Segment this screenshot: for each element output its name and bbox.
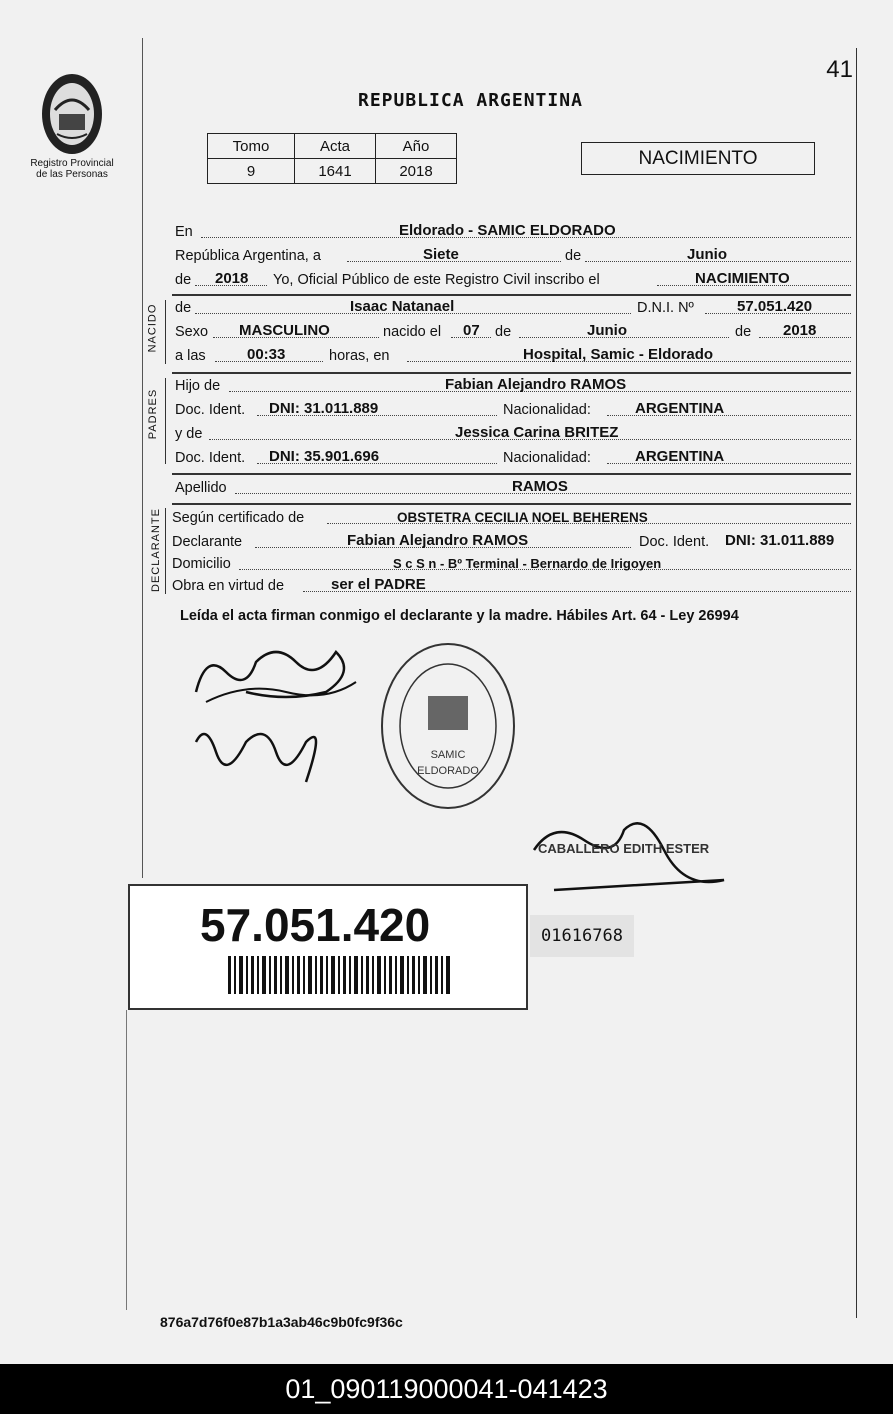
a-las-label: a las (175, 348, 206, 364)
row-place (175, 222, 851, 242)
place-value: Eldorado - SAMIC ELDORADO (399, 222, 616, 239)
birth-place-value: Hospital, Samic - Eldorado (523, 346, 714, 363)
year-prefix-label: de (175, 272, 192, 288)
footer-id-bar (0, 1364, 893, 1414)
register-table (207, 133, 457, 184)
row-declarante (172, 532, 851, 552)
certificado-label: Según certificado de (172, 510, 305, 526)
ano-header: Año (376, 134, 457, 159)
sexo-label: Sexo (175, 324, 209, 340)
document-title: REPUBLICA ARGENTINA (358, 90, 583, 111)
row-obra (172, 576, 851, 596)
obra-label: Obra en virtud de (172, 578, 285, 594)
de-label: de (175, 300, 192, 316)
declarante-doc-value: DNI: 31.011.889 (725, 532, 835, 549)
month-value: Junio (687, 246, 727, 263)
footer-id: 01_090119000041-041423 (285, 1373, 608, 1404)
row-certificado (172, 508, 851, 528)
left-margin-line (142, 38, 143, 878)
nacionalidad-label: Nacionalidad: (503, 402, 591, 418)
signature-drawings (186, 632, 366, 802)
row-date (175, 246, 851, 266)
birth-month-value: Junio (587, 322, 627, 339)
domicilio-label: Domicilio (172, 556, 231, 572)
nacido-side-label: NACIDO (146, 303, 159, 353)
row-father-doc (175, 400, 851, 420)
mother-nationality-value: ARGENTINA (635, 448, 725, 465)
year-value: 2018 (215, 270, 249, 287)
page-number: 41 (826, 56, 853, 83)
birth-day-value: 07 (463, 322, 480, 339)
declarante-label: Declarante (172, 534, 243, 550)
republica-label: República Argentina, a (175, 248, 321, 264)
father-doc-value: DNI: 31.011.889 (269, 400, 379, 417)
de-label-2: de (495, 324, 512, 340)
nacionalidad-label: Nacionalidad: (503, 450, 591, 466)
birth-year-value: 2018 (783, 322, 817, 339)
father-name-value: Fabian Alejandro RAMOS (445, 376, 627, 393)
event-value: NACIMIENTO (695, 270, 790, 287)
province-seal-icon (37, 70, 107, 158)
declarante-name-value: Fabian Alejandro RAMOS (347, 532, 529, 549)
record-type-box: NACIMIENTO (581, 142, 815, 175)
row-statement (175, 270, 851, 290)
sexo-value: MASCULINO (239, 322, 330, 339)
declarante-side-label: DECLARANTE (149, 508, 162, 592)
barcode-card (128, 884, 528, 1010)
padres-side-label: PADRES (147, 388, 160, 440)
nacido-el-label: nacido el (383, 324, 442, 340)
row-mother (175, 424, 851, 444)
closing-statement: Leída el acta firman conmigo el declarante y la madre. Hábiles Art. 64 - Ley 26994 (180, 608, 739, 624)
horas-en-label: horas, en (329, 348, 390, 364)
province-logo (22, 70, 122, 180)
dni-label: D.N.I. Nº (637, 300, 694, 316)
tomo-value: 9 (208, 159, 295, 184)
control-number: 01616768 (530, 915, 634, 957)
doc-label: Doc. Ident. (639, 534, 710, 550)
acta-header: Acta (295, 134, 376, 159)
mother-name-value: Jessica Carina BRITEZ (455, 424, 619, 441)
official-stamp-icon (378, 640, 518, 812)
de-label: de (565, 248, 582, 264)
document-hash: 876a7d76f0e87b1a3ab46c9b0fc9f36c (160, 1314, 403, 1330)
row-mother-doc (175, 448, 851, 468)
tomo-header: Tomo (208, 134, 295, 159)
mother-doc-value: DNI: 35.901.696 (269, 448, 380, 465)
child-name-value: Isaac Natanael (350, 298, 455, 315)
row-apellido (175, 478, 851, 498)
doc-label: Doc. Ident. (175, 402, 246, 418)
obra-value: ser el PADRE (331, 576, 426, 593)
official-name: CABALLERO EDITH ESTER (538, 841, 710, 856)
certificado-value: OBSTETRA CECILIA NOEL BEHERENS (397, 510, 648, 525)
row-time-place (175, 346, 851, 366)
father-nationality-value: ARGENTINA (635, 400, 725, 417)
child-dni-value: 57.051.420 (737, 298, 813, 315)
doc-label: Doc. Ident. (175, 450, 246, 466)
de-label-3: de (735, 324, 752, 340)
ano-value: 2018 (376, 159, 457, 184)
row-sex-birth (175, 322, 851, 342)
barcode-number: 57.051.420 (200, 899, 431, 951)
en-label: En (175, 224, 193, 240)
registry-name-line2: de las Personas (36, 169, 108, 180)
row-domicilio (172, 554, 851, 574)
hijo-de-label: Hijo de (175, 378, 221, 394)
barcode-icon (228, 956, 452, 994)
y-de-label: y de (175, 426, 203, 442)
svg-text:SAMIC: SAMIC (430, 749, 466, 761)
statement-label: Yo, Oficial Público de este Registro Civil inscribo el (273, 272, 600, 288)
left-margin-line-lower (126, 1010, 127, 1310)
apellido-label: Apellido (175, 480, 227, 496)
day-value: Siete (423, 246, 459, 263)
acta-value: 1641 (295, 159, 376, 184)
birth-time-value: 00:33 (247, 346, 286, 363)
apellido-value: RAMOS (512, 478, 568, 495)
domicilio-value: S c S n - Bº Terminal - Bernardo de Irigoyen (393, 556, 662, 571)
svg-text:ELDORADO: ELDORADO (417, 765, 479, 777)
registry-name-line1: Registro Provincial (30, 158, 114, 169)
row-father (175, 376, 851, 396)
right-margin-line (856, 48, 857, 1318)
row-child-name (175, 298, 851, 318)
